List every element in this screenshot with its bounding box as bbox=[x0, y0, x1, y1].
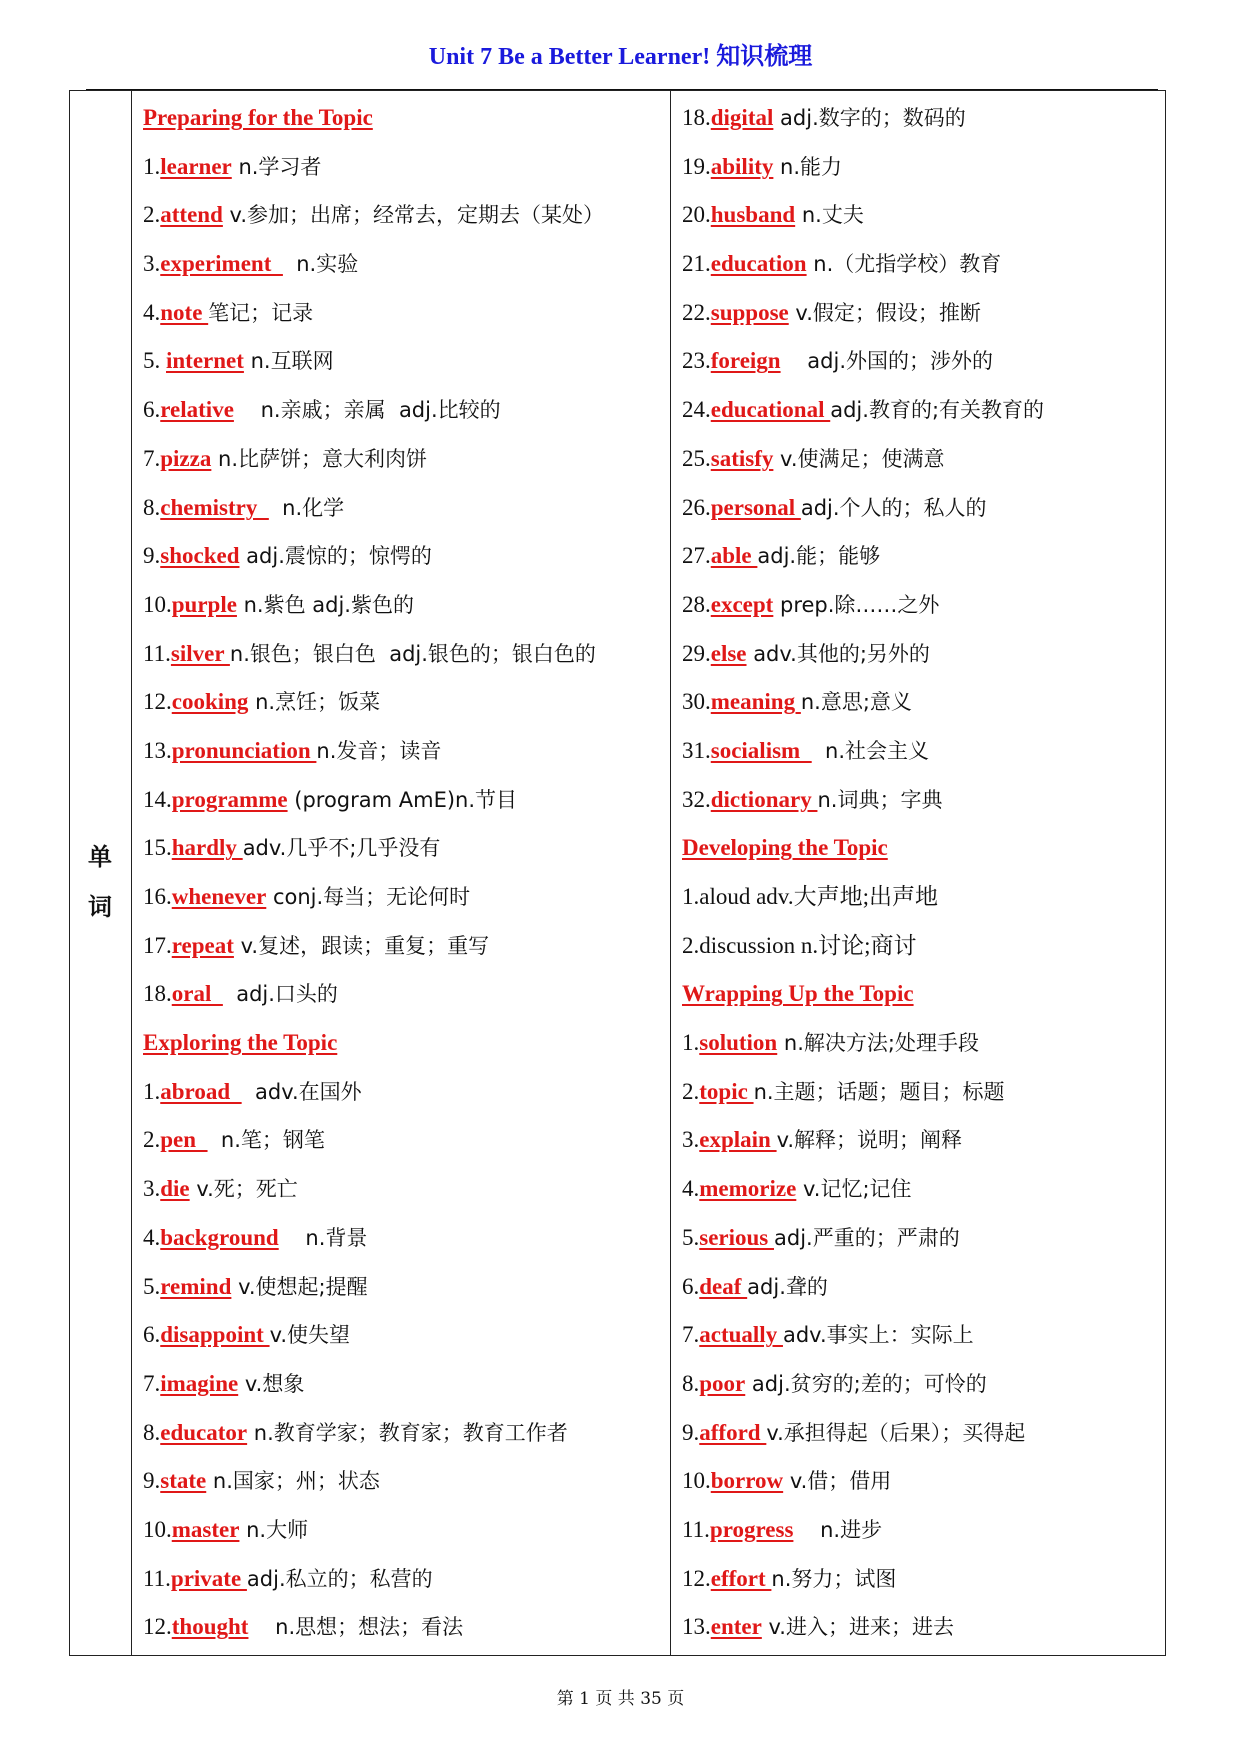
vocab-word: dictionary bbox=[710, 786, 818, 812]
vocab-item bbox=[143, 1360, 666, 1409]
vocab-meaning: n.努力；试图 bbox=[771, 1566, 897, 1591]
vocab-meaning: n.实验 bbox=[282, 252, 359, 277]
vocab-number: 3. bbox=[143, 251, 161, 277]
vocab-word: repeat bbox=[171, 932, 234, 958]
section-heading bbox=[682, 824, 1162, 873]
vocab-number: 1. bbox=[682, 1030, 700, 1056]
vocab-item-text: 1.aloud adv.大声地;出声地 bbox=[682, 884, 938, 909]
vocab-word: state bbox=[160, 1468, 207, 1494]
vocab-word: pizza bbox=[160, 445, 212, 471]
vocab-word: deaf bbox=[699, 1273, 748, 1299]
vocab-number: 24. bbox=[682, 397, 711, 423]
vocab-item bbox=[143, 1165, 666, 1214]
vocab-number: 2. bbox=[143, 202, 161, 228]
vocab-item bbox=[143, 727, 666, 776]
vocab-number: 5. bbox=[143, 348, 166, 374]
vocab-number: 12. bbox=[143, 689, 172, 715]
vocab-meaning: n.背景 bbox=[278, 1225, 368, 1250]
vocab-item bbox=[682, 727, 1162, 776]
section-label-char: 单 bbox=[88, 842, 112, 871]
vocab-item bbox=[682, 1409, 1162, 1458]
vocab-number: 8. bbox=[143, 494, 161, 520]
vocab-number: 23. bbox=[682, 348, 711, 374]
vocab-meaning: adj.严重的；严肃的 bbox=[774, 1225, 960, 1250]
vocab-number: 2. bbox=[682, 1078, 700, 1104]
vocab-number: 12. bbox=[682, 1565, 711, 1591]
vocab-item bbox=[682, 289, 1162, 338]
vocab-number: 11. bbox=[143, 640, 171, 666]
vocab-meaning: n.银色；银白色 adj.银色的；银白色的 bbox=[229, 641, 596, 666]
vocab-item bbox=[143, 678, 666, 727]
vocab-number: 32. bbox=[682, 786, 711, 812]
vocab-item bbox=[143, 289, 666, 338]
vocab-meaning: v.使失望 bbox=[269, 1323, 351, 1348]
vocab-item bbox=[682, 1165, 1162, 1214]
vocab-meaning: 笔记；记录 bbox=[208, 300, 314, 325]
vocab-item bbox=[682, 678, 1162, 727]
vocab-number: 20. bbox=[682, 202, 711, 228]
vocab-item bbox=[143, 191, 666, 240]
vocab-word: cooking bbox=[171, 689, 249, 715]
vocab-item bbox=[682, 581, 1162, 630]
vocab-number: 1. bbox=[143, 153, 161, 179]
vocab-number: 10. bbox=[682, 1468, 711, 1494]
section-heading bbox=[143, 94, 666, 143]
vocab-word: ability bbox=[710, 153, 774, 179]
vocab-word: remind bbox=[160, 1273, 232, 1299]
vocab-number: 7. bbox=[143, 1370, 161, 1396]
vocab-word: disappoint bbox=[160, 1322, 270, 1348]
section-heading bbox=[682, 970, 1162, 1019]
vocab-meaning: adv.在国外 bbox=[241, 1079, 362, 1104]
vocab-meaning: v.想象 bbox=[238, 1371, 305, 1396]
vocab-item bbox=[143, 581, 666, 630]
vocab-item bbox=[143, 824, 666, 873]
table-divider-columns bbox=[670, 90, 671, 1656]
vocab-meaning: n.教育学家；教育家；教育工作者 bbox=[247, 1420, 568, 1445]
vocab-word: abroad bbox=[160, 1078, 242, 1104]
vocab-meaning: v.解释；说明；阐释 bbox=[776, 1128, 963, 1153]
vocab-item bbox=[682, 337, 1162, 386]
vocab-number: 25. bbox=[682, 445, 711, 471]
vocab-word: educator bbox=[160, 1419, 248, 1445]
vocab-item bbox=[143, 1214, 666, 1263]
vocab-word: progress bbox=[709, 1516, 794, 1542]
vocab-item bbox=[143, 1068, 666, 1117]
vocab-word: note bbox=[160, 299, 209, 325]
vocab-item bbox=[143, 337, 666, 386]
vocab-word: foreign bbox=[710, 348, 781, 374]
vocab-meaning: adj.教育的;有关教育的 bbox=[830, 398, 1045, 423]
vocab-item bbox=[682, 1311, 1162, 1360]
vocab-meaning: adj.能；能够 bbox=[757, 544, 881, 569]
vocab-item bbox=[682, 435, 1162, 484]
vocab-number: 17. bbox=[143, 932, 172, 958]
vocab-word: able bbox=[710, 543, 758, 569]
vocab-word: hardly bbox=[171, 835, 243, 861]
vocab-item bbox=[682, 1555, 1162, 1604]
vocab-word: educational bbox=[710, 397, 831, 423]
vocab-number: 19. bbox=[682, 153, 711, 179]
vocab-item bbox=[682, 1214, 1162, 1263]
vocab-number: 8. bbox=[682, 1370, 700, 1396]
vocab-number: 27. bbox=[682, 543, 711, 569]
section-label-char: 词 bbox=[88, 892, 112, 921]
vocab-number: 4. bbox=[143, 1224, 161, 1250]
vocab-meaning: n.烹饪；饭菜 bbox=[248, 690, 381, 715]
vocab-meaning: adj.聋的 bbox=[747, 1274, 828, 1299]
vocab-meaning: n.紫色 adj.紫色的 bbox=[236, 592, 414, 617]
table-divider-label bbox=[131, 90, 132, 1656]
vocab-word: poor bbox=[699, 1370, 746, 1396]
section-heading-text: Exploring the Topic bbox=[143, 1030, 338, 1056]
section-heading-text: Wrapping Up the Topic bbox=[682, 981, 914, 1007]
vocab-word: pen bbox=[160, 1127, 208, 1153]
vocab-meaning: n.词典；字典 bbox=[817, 787, 943, 812]
vocab-meaning: prep.除……之外 bbox=[773, 592, 940, 617]
vocab-number: 3. bbox=[143, 1176, 161, 1202]
vocab-item bbox=[682, 630, 1162, 679]
vocab-word: education bbox=[710, 251, 807, 277]
vocab-meaning: n.发音；读音 bbox=[316, 738, 442, 763]
vocab-word: master bbox=[171, 1516, 240, 1542]
vocab-number: 4. bbox=[143, 299, 161, 325]
vocab-item bbox=[143, 143, 666, 192]
vocab-item bbox=[143, 1457, 666, 1506]
vocab-number: 11. bbox=[143, 1565, 171, 1591]
vocab-number: 8. bbox=[143, 1419, 161, 1445]
vocab-number: 26. bbox=[682, 494, 711, 520]
vocab-number: 6. bbox=[143, 397, 161, 423]
vocab-number: 2. bbox=[143, 1127, 161, 1153]
vocab-number: 16. bbox=[143, 884, 172, 909]
vocab-number: 29. bbox=[682, 640, 711, 666]
vocab-meaning: v.借；借用 bbox=[783, 1469, 892, 1494]
vocab-item bbox=[143, 630, 666, 679]
vocab-item bbox=[682, 240, 1162, 289]
vocab-item bbox=[143, 1409, 666, 1458]
vocab-number: 9. bbox=[143, 1468, 161, 1494]
vocab-word: actually bbox=[699, 1322, 783, 1348]
vocab-meaning: v.使想起;提醒 bbox=[231, 1274, 368, 1299]
vocab-number: 10. bbox=[143, 1516, 172, 1542]
vocab-number: 6. bbox=[682, 1273, 700, 1299]
vocab-item bbox=[143, 1263, 666, 1312]
vocab-word: satisfy bbox=[710, 445, 774, 471]
vocab-item bbox=[682, 873, 1162, 922]
vocab-meaning: v.进入；进来；进去 bbox=[761, 1615, 954, 1640]
vocab-meaning: n.丈夫 bbox=[795, 203, 864, 228]
vocab-meaning: n.意思;意义 bbox=[800, 690, 912, 715]
vocab-number: 31. bbox=[682, 737, 711, 763]
right-column bbox=[682, 94, 1162, 1652]
vocab-item bbox=[143, 1555, 666, 1604]
vocab-word: socialism bbox=[710, 737, 812, 763]
vocab-word: digital bbox=[710, 105, 774, 130]
vocab-meaning: n.互联网 bbox=[243, 349, 334, 374]
vocab-number: 15. bbox=[143, 835, 172, 861]
vocab-number: 13. bbox=[143, 737, 172, 763]
vocab-word: serious bbox=[699, 1224, 774, 1250]
vocab-number: 5. bbox=[143, 1273, 161, 1299]
vocab-word: else bbox=[710, 640, 747, 666]
vocab-number: 5. bbox=[682, 1224, 700, 1250]
vocab-word: solution bbox=[699, 1030, 778, 1056]
vocab-meaning: v.记忆;记住 bbox=[796, 1177, 912, 1202]
vocab-number: 22. bbox=[682, 299, 711, 325]
vocab-number: 11. bbox=[682, 1516, 710, 1542]
vocab-word: internet bbox=[166, 348, 244, 374]
vocab-word: shocked bbox=[160, 543, 240, 569]
section-label bbox=[69, 832, 131, 932]
vocab-item bbox=[143, 386, 666, 435]
vocab-meaning: n.能力 bbox=[773, 154, 843, 179]
vocab-item bbox=[143, 1311, 666, 1360]
vocab-item bbox=[682, 922, 1162, 971]
vocab-meaning: n.（尤指学校）教育 bbox=[806, 252, 1002, 277]
vocab-item bbox=[682, 143, 1162, 192]
vocab-item bbox=[682, 1068, 1162, 1117]
vocab-item bbox=[143, 776, 666, 825]
vocab-word: programme bbox=[171, 786, 288, 812]
vocab-meaning: v.复述，跟读；重复；重写 bbox=[233, 933, 490, 958]
vocab-word: background bbox=[160, 1224, 279, 1250]
vocab-item bbox=[143, 532, 666, 581]
vocab-meaning: n.亲戚；亲属 adj.比较的 bbox=[233, 398, 501, 423]
vocab-meaning: n.主题；话题；题目；标题 bbox=[753, 1079, 1005, 1104]
vocab-word: effort bbox=[710, 1565, 772, 1591]
vocab-meaning: adv.事实上：实际上 bbox=[782, 1323, 974, 1348]
vocab-meaning: adj.数字的；数码的 bbox=[773, 106, 966, 130]
vocab-meaning: n.国家；州；状态 bbox=[206, 1469, 380, 1494]
vocab-meaning: (program AmE)n.节目 bbox=[287, 787, 518, 812]
vocab-item bbox=[143, 970, 666, 1019]
vocab-meaning: n.解决方法;处理手段 bbox=[777, 1031, 979, 1056]
vocab-item bbox=[143, 873, 666, 922]
vocab-meaning: n.比萨饼；意大利肉饼 bbox=[211, 446, 428, 471]
vocab-item bbox=[682, 386, 1162, 435]
vocab-number: 14. bbox=[143, 786, 172, 812]
vocab-word: relative bbox=[160, 397, 234, 423]
page-footer: 第 1 页 共 35 页 bbox=[556, 1689, 685, 1709]
vocab-meaning: v.承担得起（后果）；买得起 bbox=[766, 1420, 1026, 1445]
vocab-item bbox=[143, 1116, 666, 1165]
vocab-meaning: adj.私立的；私营的 bbox=[246, 1566, 433, 1591]
vocab-meaning: adv.几乎不;几乎没有 bbox=[242, 836, 441, 861]
vocab-number: 10. bbox=[143, 591, 172, 617]
vocab-word: personal bbox=[710, 494, 801, 520]
vocab-item bbox=[682, 1360, 1162, 1409]
section-heading-text: Preparing for the Topic bbox=[143, 105, 373, 130]
vocab-word: topic bbox=[699, 1078, 754, 1104]
document-title: Unit 7 Be a Better Learner! 知识梳理 bbox=[428, 44, 813, 70]
vocab-word: purple bbox=[171, 591, 237, 617]
vocab-number: 3. bbox=[682, 1127, 700, 1153]
vocab-word: experiment bbox=[160, 251, 283, 277]
vocab-word: learner bbox=[160, 153, 232, 179]
vocab-number: 13. bbox=[682, 1614, 711, 1640]
vocab-number: 9. bbox=[682, 1419, 700, 1445]
vocab-meaning: n.社会主义 bbox=[811, 738, 930, 763]
section-heading-text: Developing the Topic bbox=[682, 835, 888, 861]
vocab-meaning: adj.震惊的；惊愕的 bbox=[239, 544, 432, 569]
vocab-item bbox=[143, 240, 666, 289]
vocab-number: 18. bbox=[682, 105, 711, 130]
vocab-meaning: adj.个人的；私人的 bbox=[800, 495, 987, 520]
vocab-number: 7. bbox=[682, 1322, 700, 1348]
vocab-word: borrow bbox=[710, 1468, 784, 1494]
vocab-meaning: adj.口头的 bbox=[222, 982, 338, 1007]
vocab-meaning: n.笔；钢笔 bbox=[207, 1128, 325, 1153]
vocab-number: 4. bbox=[682, 1176, 700, 1202]
vocab-number: 7. bbox=[143, 445, 161, 471]
vocab-item bbox=[143, 435, 666, 484]
vocab-meaning: n.思想；想法；看法 bbox=[248, 1615, 464, 1640]
section-heading bbox=[143, 1019, 666, 1068]
vocab-word: private bbox=[170, 1565, 247, 1591]
vocab-number: 30. bbox=[682, 689, 711, 715]
vocab-meaning: adv.其他的;另外的 bbox=[746, 641, 930, 666]
vocab-number: 18. bbox=[143, 981, 172, 1007]
vocab-item bbox=[682, 94, 1162, 143]
vocab-item bbox=[682, 532, 1162, 581]
vocab-meaning: conj.每当；无论何时 bbox=[266, 885, 471, 909]
left-column bbox=[143, 94, 666, 1652]
vocab-word: suppose bbox=[710, 299, 789, 325]
vocab-item bbox=[143, 484, 666, 533]
vocab-item bbox=[682, 1263, 1162, 1312]
vocab-word: whenever bbox=[171, 884, 267, 909]
vocab-item bbox=[143, 922, 666, 971]
vocab-meaning: v.使满足；使满意 bbox=[773, 446, 945, 471]
vocab-word: memorize bbox=[699, 1176, 797, 1202]
vocab-item bbox=[682, 776, 1162, 825]
vocab-item bbox=[682, 1019, 1162, 1068]
vocab-number: 6. bbox=[143, 1322, 161, 1348]
vocab-word: afford bbox=[699, 1419, 767, 1445]
vocab-meaning: adj.外国的；涉外的 bbox=[780, 349, 994, 374]
vocab-number: 12. bbox=[143, 1614, 172, 1640]
vocab-meaning: n.化学 bbox=[268, 495, 345, 520]
vocab-item bbox=[682, 484, 1162, 533]
vocab-word: silver bbox=[170, 640, 230, 666]
vocab-item bbox=[682, 1457, 1162, 1506]
vocab-item bbox=[682, 1506, 1162, 1555]
vocab-word: imagine bbox=[160, 1370, 239, 1396]
vocab-word: attend bbox=[160, 202, 223, 228]
vocab-number: 1. bbox=[143, 1078, 161, 1104]
vocab-word: explain bbox=[699, 1127, 777, 1153]
vocab-meaning: v.死；死亡 bbox=[189, 1177, 298, 1202]
vocab-meaning: n.大师 bbox=[239, 1517, 309, 1542]
vocab-word: oral bbox=[171, 981, 223, 1007]
vocab-word: husband bbox=[710, 202, 796, 228]
vocab-word: die bbox=[160, 1176, 190, 1202]
vocab-word: enter bbox=[710, 1614, 762, 1640]
vocab-number: 28. bbox=[682, 591, 711, 617]
vocab-item bbox=[143, 1603, 666, 1652]
vocab-meaning: n.进步 bbox=[793, 1517, 883, 1542]
vocab-meaning: n.学习者 bbox=[231, 154, 322, 179]
vocab-item-text: 2.discussion n.讨论;商讨 bbox=[682, 932, 917, 958]
vocab-word: pronunciation bbox=[171, 737, 317, 763]
vocab-meaning: v.参加；出席；经常去，定期去（某处） bbox=[222, 203, 605, 228]
vocab-word: except bbox=[710, 591, 774, 617]
vocab-word: meaning bbox=[710, 689, 801, 715]
vocab-number: 21. bbox=[682, 251, 711, 277]
vocab-item bbox=[682, 1116, 1162, 1165]
vocab-meaning: v.假定；假设；推断 bbox=[788, 300, 981, 325]
vocab-item bbox=[682, 1603, 1162, 1652]
vocab-word: thought bbox=[171, 1614, 249, 1640]
vocab-item bbox=[682, 191, 1162, 240]
vocab-item bbox=[143, 1506, 666, 1555]
vocab-meaning: adj.贫穷的;差的；可怜的 bbox=[745, 1371, 987, 1396]
vocab-number: 9. bbox=[143, 543, 161, 569]
vocab-word: chemistry bbox=[160, 494, 269, 520]
